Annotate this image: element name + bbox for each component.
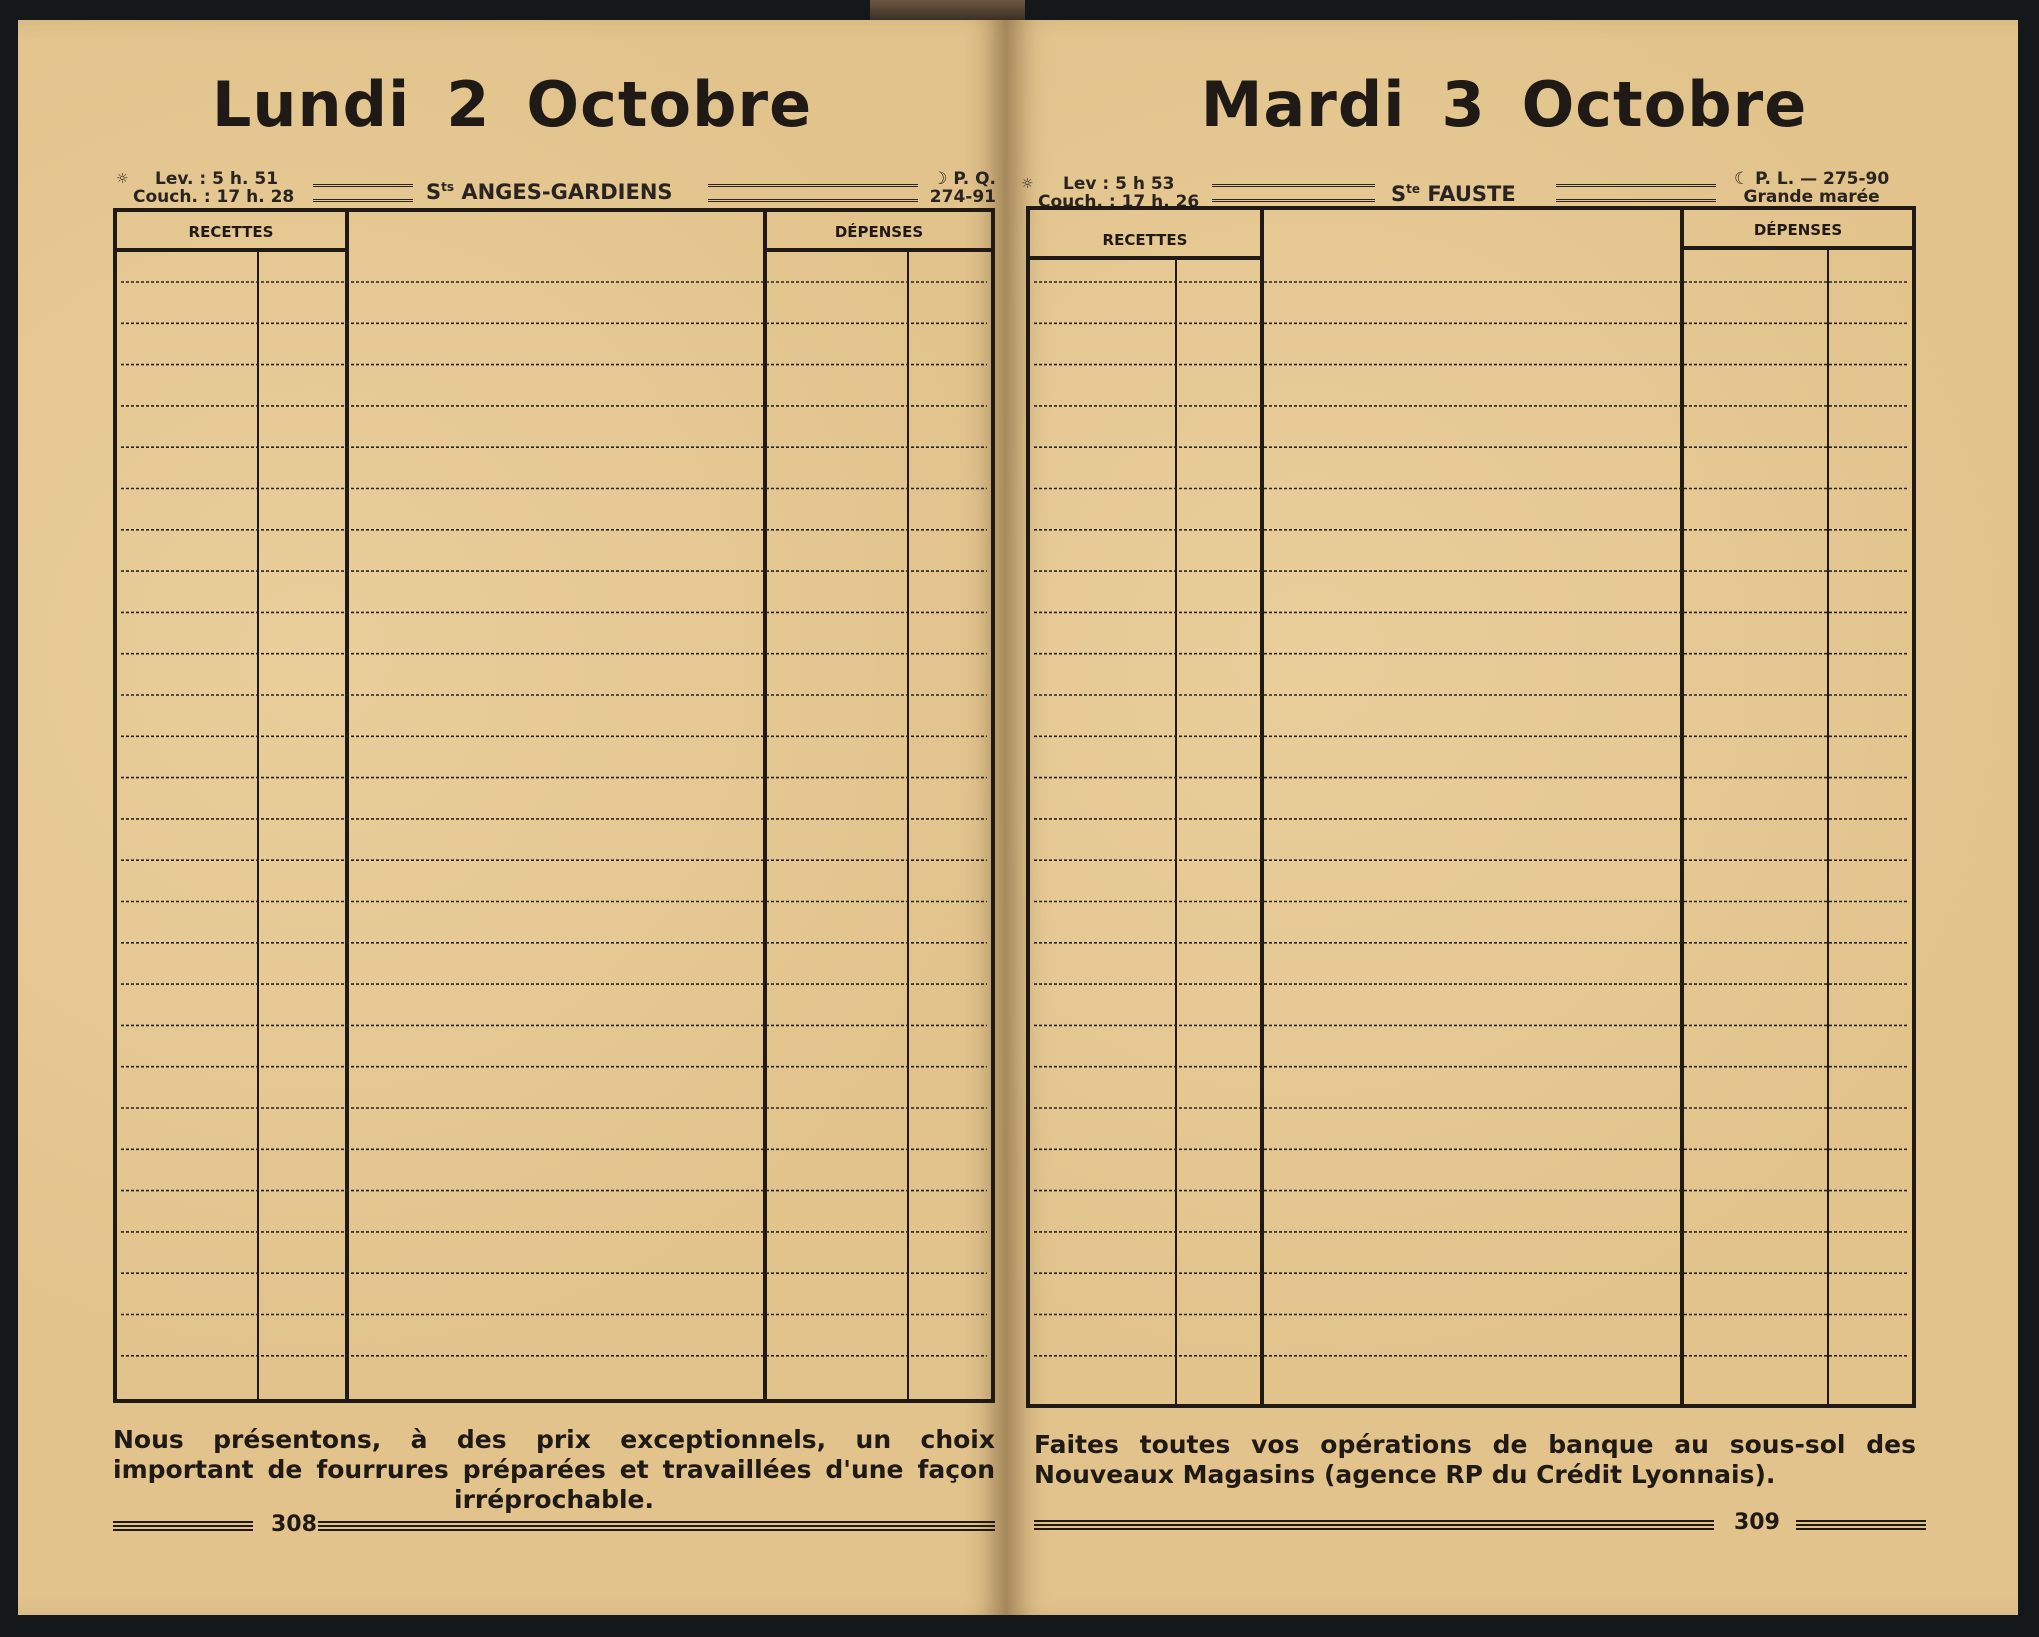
right-sun-set: Couch. : 17 h. 26	[1038, 192, 1200, 212]
left-page	[18, 20, 1006, 1615]
left-info-row	[18, 170, 1006, 212]
left-ledger-rows	[117, 252, 991, 1402]
left-moon-line2: 274-91	[929, 187, 996, 207]
right-saint	[1391, 182, 1516, 206]
right-sun-rise: Lev : 5 h 53	[1063, 174, 1175, 194]
right-expenses-header: DÉPENSES	[1684, 210, 1912, 250]
left-sun-set: Couch. : 17 h. 28	[133, 187, 295, 207]
left-sun-rise: Lev. : 5 h. 51	[155, 169, 279, 189]
left-footer-rule-2	[318, 1521, 995, 1531]
left-receipts-header: RECETTES	[117, 212, 345, 252]
right-footer-text: Faites toutes vos opérations de banque au sous-sol des Nouveaux Magasins (agence RP du Crédit Lyonnais).	[1034, 1430, 1916, 1489]
left-title-day: Lundi	[211, 68, 411, 141]
left-footer-rule-1	[113, 1521, 253, 1531]
left-row-lines	[121, 282, 987, 1356]
left-page-number: 308	[271, 1512, 317, 1537]
right-deco-rule-2	[1556, 184, 1716, 202]
right-moon-line1: P. L. — 275-90	[1755, 169, 1890, 189]
right-ledger-rows	[1030, 254, 1912, 1404]
left-saint-sup: ts	[441, 180, 455, 194]
right-page	[1006, 20, 2018, 1615]
book-spine-top	[870, 0, 1025, 20]
right-saint-sup: te	[1406, 182, 1420, 196]
left-sun-times	[116, 169, 295, 207]
left-title-month: Octobre	[526, 68, 813, 141]
right-footer-rule-1	[1034, 1520, 1714, 1530]
left-deco-rule-1	[313, 184, 413, 202]
left-moon-line1: P. Q.	[953, 169, 996, 189]
right-footer-rule-2	[1796, 1520, 1926, 1530]
left-day-title	[18, 68, 1006, 141]
moon-icon: ☽	[932, 169, 948, 189]
right-ledger	[1026, 206, 1916, 1408]
sun-icon: ☼	[1021, 176, 1034, 192]
right-moon-phase	[1734, 170, 1889, 206]
sun-icon: ☼	[116, 171, 129, 187]
left-saint-name: ANGES-GARDIENS	[461, 180, 673, 204]
left-deco-rule-2	[708, 184, 918, 202]
right-saint-prefix: S	[1391, 182, 1407, 206]
left-saint-prefix: S	[426, 180, 442, 204]
left-moon-phase	[930, 170, 996, 206]
left-expenses-header: DÉPENSES	[767, 212, 991, 252]
right-day-title	[998, 68, 2010, 141]
moon-icon: ☾	[1734, 169, 1750, 189]
right-title-month: Octobre	[1521, 68, 1808, 141]
right-title-day: Mardi	[1200, 68, 1406, 141]
right-receipts-header: RECETTES	[1030, 220, 1260, 260]
right-deco-rule-1	[1212, 184, 1375, 202]
left-title-num: 2	[446, 68, 491, 141]
right-moon-line2: Grande marée	[1743, 187, 1880, 207]
right-title-num: 3	[1441, 68, 1486, 141]
right-saint-name: FAUSTE	[1427, 182, 1516, 206]
left-saint	[426, 180, 673, 204]
right-page-number: 309	[1734, 1510, 1780, 1535]
right-row-lines	[1034, 282, 1908, 1356]
left-footer-text: Nous présentons, à des prix exceptionnels, un choix important de fourrures préparées et travaillées d'une façon irréprochable.	[113, 1425, 995, 1514]
left-ledger	[113, 208, 995, 1403]
